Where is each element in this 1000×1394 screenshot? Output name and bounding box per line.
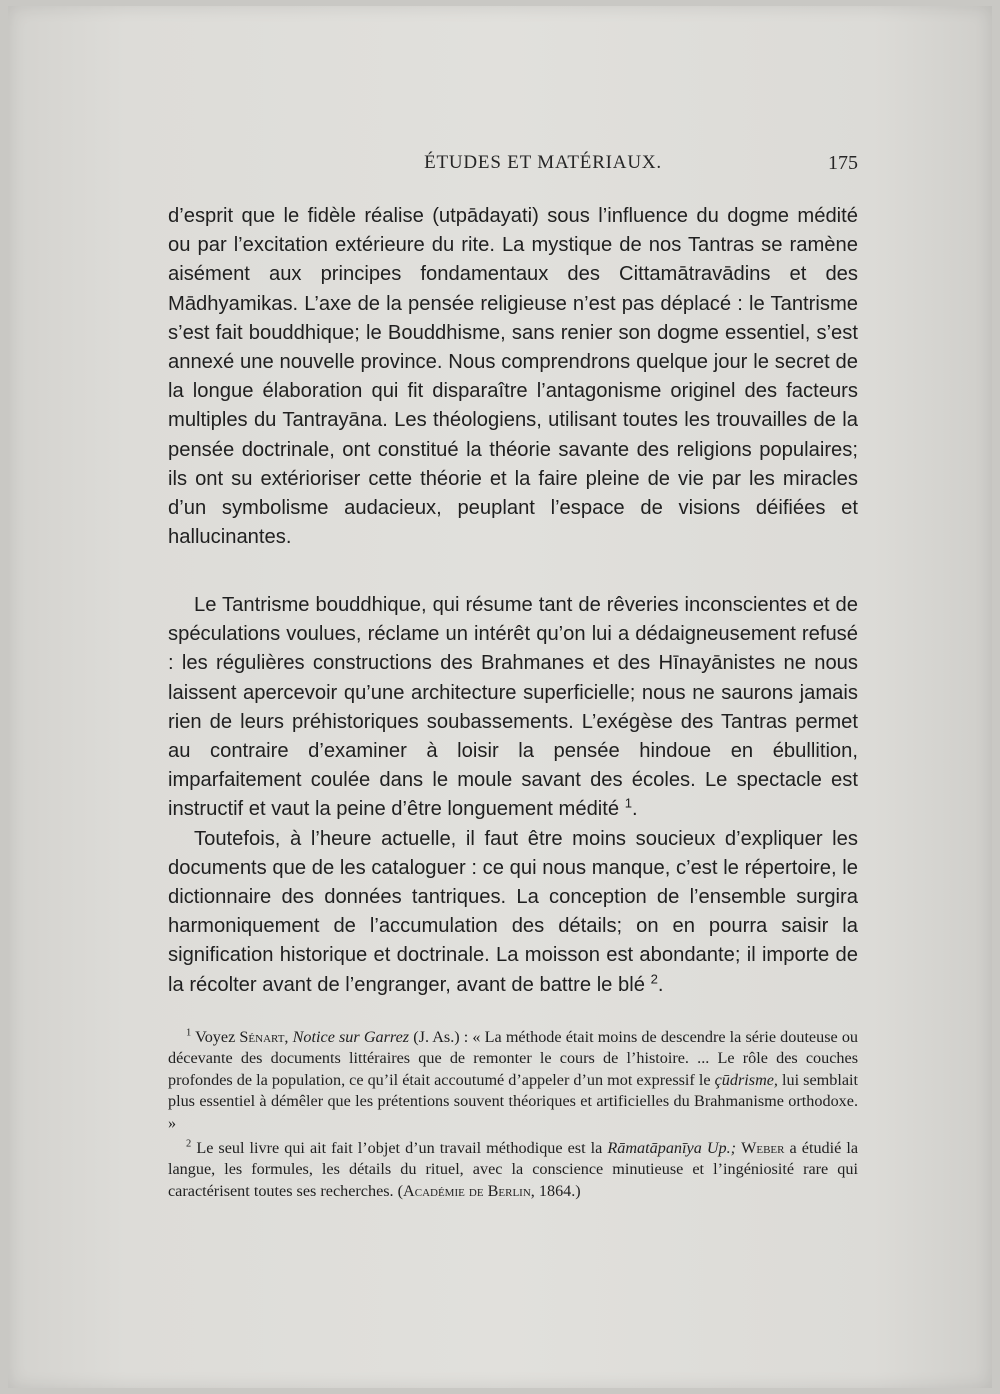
footnote-1-quote: (J. As.) : « La méthode était moins de descendre la série douteuse ou décevante des documents littéraires que de remonter le cours de l’histoire. ... Le rôle des couches profondes de la population, ce qu’il était accoutumé d’appeler d’un mot expressif le	[168, 1028, 859, 1089]
paragraph-3	[168, 825, 858, 1000]
footnote-2-mark: 2	[186, 1138, 192, 1150]
footnotes	[168, 1027, 858, 1202]
footnote-2	[168, 1138, 858, 1202]
main-text-block	[168, 591, 858, 1000]
footnote-2-author: Weber	[741, 1139, 785, 1158]
footnote-2-academy: Académie de Berlin,	[403, 1181, 535, 1200]
paragraph-2	[168, 591, 858, 825]
footnote-ref-1: 1	[624, 795, 633, 811]
footnote-1-end: lui semblait plus essentiel à démêler que les prétentions souvent théoriques et artificielles du Brahmanisme orthodoxe. »	[168, 1070, 859, 1132]
paragraph-2-text: Le Tantrisme bouddhique, qui résume tant de rêveries inconscientes et de spéculations voulues, réclame un intérêt qu’on lui a dédaigneusement refusé : les régulières constructions des Brahmanes et des Hīnayānistes ne nous laissent apercevoir qu’une architecture superficielle; nous ne saurons jamais rien de leurs préhistoriques soubassements. L’exégèse des Tantras permet au contraire d’examiner à loisir la pensée hindoue en ébullition, imparfaitement coulée dans le moule savant des écoles. Le spectacle est instructif et vaut la peine d’être longuement médité	[168, 594, 858, 821]
page-number: 175	[828, 152, 858, 174]
paragraph-3-text: Toutefois, à l’heure actuelle, il faut être moins soucieux d’expliquer les documents que de les cataloguer : ce qui nous manque, c’est le répertoire, le dictionnaire des données tantriques. La conception de l’ensemble surgira harmoniquement de l’accumulation des détails; on en pourra saisir la signification historique et doctrinale. La moisson est abondante; il importe de la récolter avant de l’engranger, avant de battre le blé	[168, 827, 858, 996]
footnote-2-text: a étudié la langue, les formules, les détails du rituel, avec la conscience minutieuse et l’ingéniosité rare qui caractérisent toutes ses recherches. (	[168, 1139, 859, 1200]
page-header	[168, 152, 858, 176]
footnote-2-intro: Le seul livre qui ait fait l’objet d’un travail méthodique est la	[196, 1139, 603, 1158]
footnote-1-title: Notice sur Garrez	[292, 1028, 410, 1046]
paragraph-3-end: .	[657, 973, 664, 996]
running-title: ÉTUDES ET MATÉRIAUX.	[424, 152, 662, 173]
paragraph-1	[168, 202, 858, 552]
footnote-ref-2: 2	[650, 970, 658, 986]
footnote-1-intro: Voyez	[195, 1028, 236, 1046]
footnote-1-term: çūdrisme,	[714, 1070, 778, 1089]
footnote-1	[168, 1027, 858, 1134]
paragraph-1-text: d’esprit que le fidèle réalise (utpādayati) sous l’influence du dogme médité ou par l’excitation extérieure du rite. La mystique de nos Tantras se ramène aisément aux principes fondamentaux des Cittamātravādins et des Mādhyamikas. L’axe de la pensée religieuse n’est pas déplacé : le Tantrisme s’est fait bouddhique; le Bouddhisme, sans renier son dogme essentiel, s’est annexé une nouvelle province. Nous comprendrons quelque jour le secret de la longue élaboration qui fit disparaître l’antagonisme originel des facteurs multiples du Tantrayāna. Les théologiens, utilisant toutes les trouvailles de la pensée doctrinale, ont constitué la théorie savante des religions populaires; ils ont su extérioriser cette théorie et la faire pleine de vie par les miracles d’un symbolisme audacieux, peuplant l’espace de visions déifiées et hallucinantes.	[168, 205, 858, 549]
footnote-1-mark: 1	[186, 1027, 192, 1039]
footnote-2-end: 1864.)	[538, 1181, 581, 1200]
book-page	[8, 6, 992, 1388]
footnote-2-title: Rāmatāpanīya Up.;	[607, 1139, 737, 1158]
footnote-1-author: Sénart,	[239, 1028, 289, 1046]
paragraph-2-end: .	[632, 798, 638, 821]
